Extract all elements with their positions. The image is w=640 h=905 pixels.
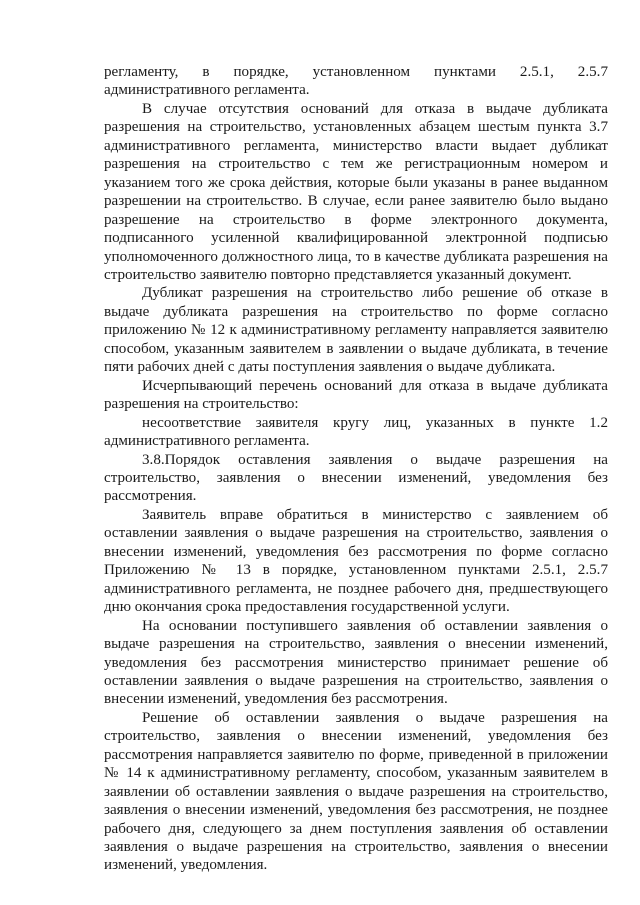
paragraph: Заявитель вправе обратиться в министерство с заявлением об оставлении заявления о выдаче разрешения на строительство, заявления о внесении изменений, уведомления без рассмотрения по форме согласно Приложению № 13 в порядке, установленном пунктами 2.5.1, 2.5.7 административного регламента, не позднее рабочего дня, предшествующего дню окончания срока предоставления государственной услуги. xyxy=(104,506,608,616)
paragraph: регламенту, в порядке, установленном пунктами 2.5.1, 2.5.7 административного регламента. xyxy=(104,64,608,99)
paragraph: Дубликат разрешения на строительство либо решение об отказе в выдаче дубликата разрешения на строительство по форме согласно приложению № 12 к административному регламенту направляется заявителю способом, указанным заявителем в заявлении о выдаче дубликата, в течение пяти рабочих дней с даты поступления заявления о выдаче дубликата. xyxy=(104,285,608,376)
paragraph: В случае отсутствия оснований для отказа в выдаче дубликата разрешения на строительство, установленных абзацем шестым пункта 3.7 административного регламента, министерство власти выдает дубликат разрешения на строительство с тем же регистрационным номером и указанием того же срока действия, которые были указаны в ранее выданном разрешении на строительство. В случае, если ранее заявителю было выдано разрешение на строительство в форме электронного документа, подписанного усиленной квалифицированной электронной подписью уполномоченного должностного лица, то в качестве дубликата разрешения на строительство заявителю повторно представляется указанный документ. xyxy=(104,100,608,283)
paragraph: На основании поступившего заявления об оставлении заявления о выдаче разрешения на строительство, заявления о внесении изменений, уведомления без рассмотрения министерство принимает решение об оставлении заявления о выдаче разрешения на строительство, заявления о внесении изменений, уведомления без рассмотрения. xyxy=(104,617,608,708)
paragraph: Решение об оставлении заявления о выдаче разрешения на строительство, заявления о внесении изменений, уведомления без рассмотрения направляется заявителю по форме, приведенной в приложении № 14 к административному регламенту, способом, указанным заявителем в заявлении об оставлении заявления о выдаче разрешения на строительство, заявления о внесении изменений, уведомления без рассмотрения, не позднее рабочего дня, следующего за днем поступления заявления об оставлении заявления о выдаче разрешения на строительство, заявления о внесении изменений, уведомления. xyxy=(104,709,608,874)
section-heading: 3.8.Порядок оставления заявления о выдаче разрешения на строительство, заявления о внесении изменений, уведомления без рассмотрения. xyxy=(104,451,608,505)
document-page xyxy=(104,63,608,875)
paragraph: Исчерпывающий перечень оснований для отказа в выдаче дубликата разрешения на строительство: xyxy=(104,377,608,413)
paragraph: несоответствие заявителя кругу лиц, указанных в пункте 1.2 административного регламента. xyxy=(104,414,608,450)
